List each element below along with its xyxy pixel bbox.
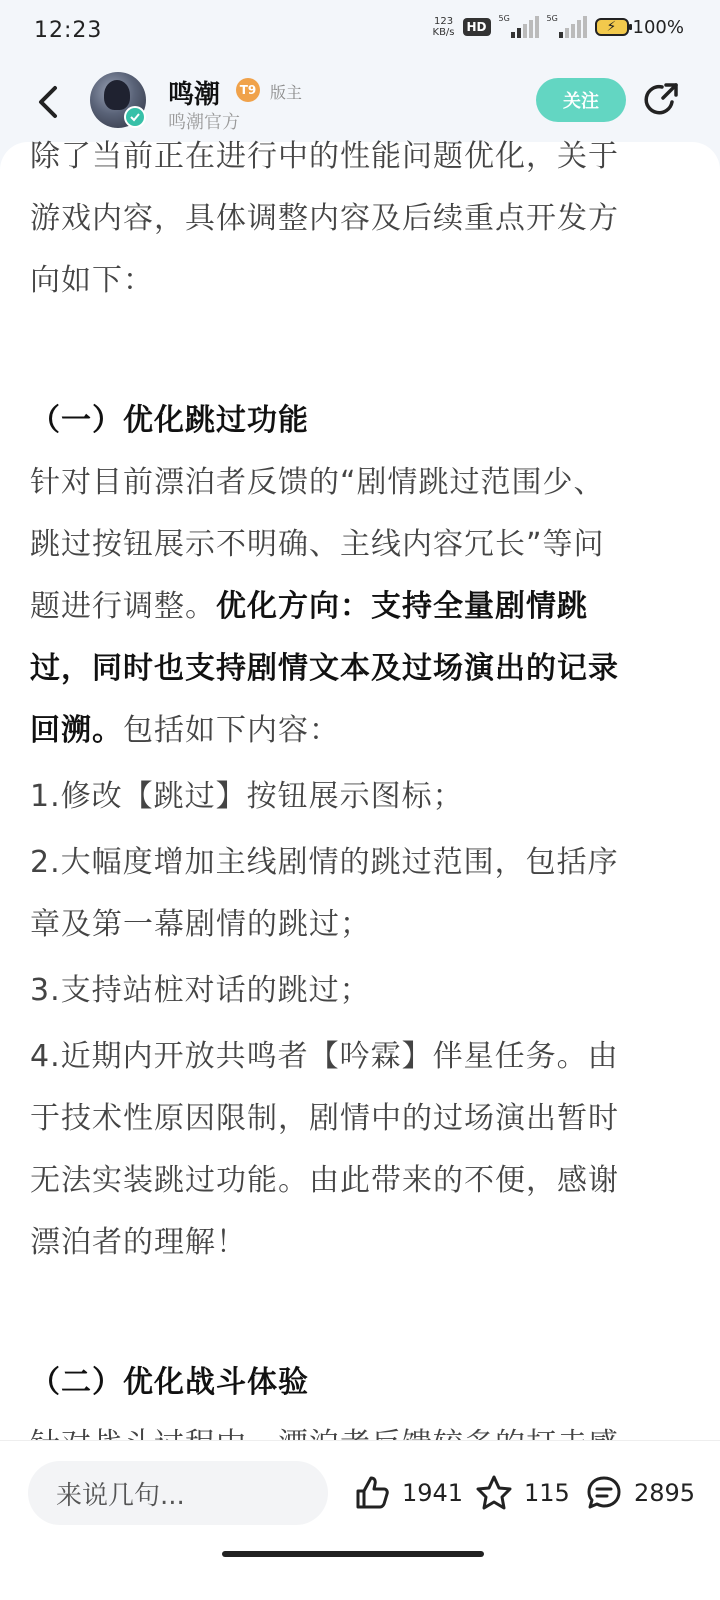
signal-label: 5G xyxy=(498,14,510,23)
bottom-action-bar xyxy=(0,1440,720,1600)
list-item-continued: 漂泊者的理解！ xyxy=(30,1225,247,1260)
paragraph-line xyxy=(30,700,690,762)
role-label: 版主 xyxy=(270,83,303,102)
status-icons xyxy=(433,16,684,38)
status-time: 12:23 xyxy=(34,18,103,43)
paragraph-text: 包括如下内容： xyxy=(123,713,340,748)
favorite-count: 115 xyxy=(524,1479,570,1507)
battery xyxy=(595,17,684,38)
share-icon xyxy=(642,80,682,120)
author-subtitle: 鸣潮官方 xyxy=(168,112,240,133)
share-button[interactable] xyxy=(642,80,682,120)
back-arrow-icon xyxy=(37,84,59,120)
like-button[interactable] xyxy=(352,1473,463,1513)
paragraph-line: 跳过按钮展示不明确、主线内容冗长”等问 xyxy=(30,527,605,562)
list-item: 3.支持站桩对话的跳过； xyxy=(30,973,371,1008)
network-speed-value: 123 xyxy=(433,16,454,27)
comment-icon xyxy=(584,1473,624,1513)
intro-line: 游戏内容，具体调整内容及后续重点开发方 xyxy=(30,201,619,236)
level-badge: T9 xyxy=(236,78,260,102)
back-button[interactable] xyxy=(30,82,66,122)
list-item: 1.修改【跳过】按钮展示图标； xyxy=(30,779,464,814)
favorite-button[interactable] xyxy=(474,1473,570,1513)
emphasis-text: 回溯。 xyxy=(30,713,123,748)
comment-button[interactable] xyxy=(584,1473,695,1513)
section-heading: （二）优化战斗体验 xyxy=(30,1365,309,1400)
paragraph-line xyxy=(30,638,690,700)
list-item-continued: 于技术性原因限制，剧情中的过场演出暂时 xyxy=(30,1101,619,1136)
list-item-continued: 无法实装跳过功能。由此带来的不便，感谢 xyxy=(30,1163,619,1198)
comment-count: 2895 xyxy=(634,1479,696,1507)
signal-label-2: 5G xyxy=(546,14,558,23)
hd-icon: HD xyxy=(463,18,491,36)
section-heading: （一）优化跳过功能 xyxy=(30,403,309,438)
battery-icon: ⚡ xyxy=(595,18,629,36)
paragraph-line xyxy=(30,576,690,638)
emphasis-text: 优化方向：支持全量剧情跳 xyxy=(216,589,588,624)
emphasis-text: 过，同时也支持剧情文本及过场演出的记录 xyxy=(30,651,619,686)
paragraph-text: 题进行调整。 xyxy=(30,589,216,624)
signal-icon-2 xyxy=(547,16,587,38)
author-name[interactable]: 鸣潮 xyxy=(168,80,221,110)
article-body xyxy=(30,126,690,1476)
status-bar xyxy=(0,0,720,60)
intro-line: 向如下： xyxy=(30,263,154,298)
list-item: 2.大幅度增加主线剧情的跳过范围，包括序 xyxy=(30,845,619,880)
verified-check-icon xyxy=(124,106,146,128)
like-count: 1941 xyxy=(402,1479,464,1507)
home-indicator[interactable] xyxy=(222,1551,484,1557)
network-speed xyxy=(433,16,455,38)
intro-line: 除了当前正在进行中的性能问题优化，关于 xyxy=(30,139,619,174)
thumbs-up-icon xyxy=(352,1473,392,1513)
list-item-continued: 章及第一幕剧情的跳过； xyxy=(30,907,371,942)
post-content[interactable] xyxy=(0,139,720,1440)
battery-percent: 100% xyxy=(632,16,684,38)
signal-icon xyxy=(499,16,539,38)
list-item: 4.近期内开放共鸣者【吟霖】伴星任务。由 xyxy=(30,1039,619,1074)
comment-input[interactable]: 来说几句... xyxy=(28,1461,328,1525)
follow-button[interactable]: 关注 xyxy=(536,78,626,122)
paragraph-line: 针对目前漂泊者反馈的“剧情跳过范围少、 xyxy=(30,465,605,500)
star-icon xyxy=(474,1473,514,1513)
network-speed-unit: KB/s xyxy=(432,27,455,38)
